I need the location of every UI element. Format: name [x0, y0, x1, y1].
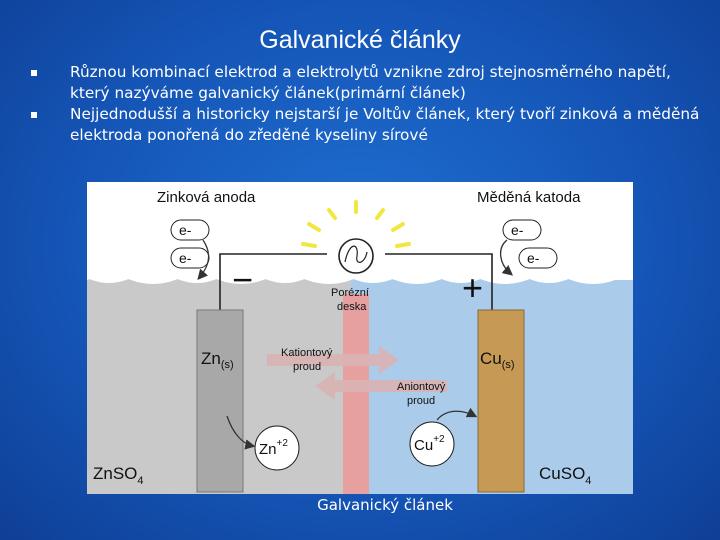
anion-label: proud — [407, 395, 436, 407]
zn-electrode-label: $Zn_{(s)}$ — [201, 349, 234, 371]
electron-badge — [171, 220, 209, 240]
bullet-text: Nejjednodušší a historicky nejstarší je Voltův článek, který tvoří zinková a měděná elektroda ponořená do zředěné kyseliny sírové — [70, 105, 700, 144]
svg-text:e-: e- — [527, 250, 540, 266]
bulb — [339, 239, 373, 273]
left-solution-label: ZnSO$_4$ — [93, 464, 144, 487]
bullet-item — [28, 104, 708, 146]
figure-caption: Galvanický článek — [317, 496, 453, 514]
galvanic-cell-diagram — [87, 182, 633, 494]
electron-badge — [503, 220, 541, 240]
cu-ion-label: $Cu^{+2}$ — [414, 434, 445, 454]
anion-label: Aniontový — [397, 381, 446, 393]
copper-electrode — [478, 310, 524, 492]
porous-plate — [343, 294, 369, 494]
electron-badge — [171, 248, 209, 268]
minus-sign: − — [232, 259, 254, 300]
cation-label: Kationtový — [281, 347, 333, 359]
cation-label: proud — [293, 361, 322, 373]
bullet-square-icon — [31, 70, 37, 76]
cathode-label: Měděná katoda — [477, 189, 581, 206]
bullet-item — [28, 62, 708, 104]
anode-label: Zinková anoda — [157, 189, 256, 206]
zn-ion-label: $Zn^{+2}$ — [259, 438, 288, 458]
zinc-electrode — [197, 310, 243, 492]
porous-label: Porézní — [331, 287, 369, 299]
right-solution-label: CuSO$_4$ — [539, 464, 592, 487]
bullet-list — [28, 62, 708, 146]
electron-badge — [519, 248, 557, 268]
bullet-square-icon — [31, 112, 37, 118]
plus-sign: + — [462, 267, 484, 308]
porous-label: deska — [337, 301, 367, 313]
svg-text:e-: e- — [511, 222, 524, 238]
svg-text:e-: e- — [179, 250, 192, 266]
bullet-text: Různou kombinací elektrod a elektrolytů vznikne zdroj stejnosměrného napětí, který nazýváme galvanický článek(primární článek) — [70, 63, 671, 102]
cu-electrode-label: $Cu_{(s)}$ — [480, 349, 515, 371]
svg-text:e-: e- — [179, 222, 192, 238]
slide-title: Galvanické články — [259, 26, 461, 54]
